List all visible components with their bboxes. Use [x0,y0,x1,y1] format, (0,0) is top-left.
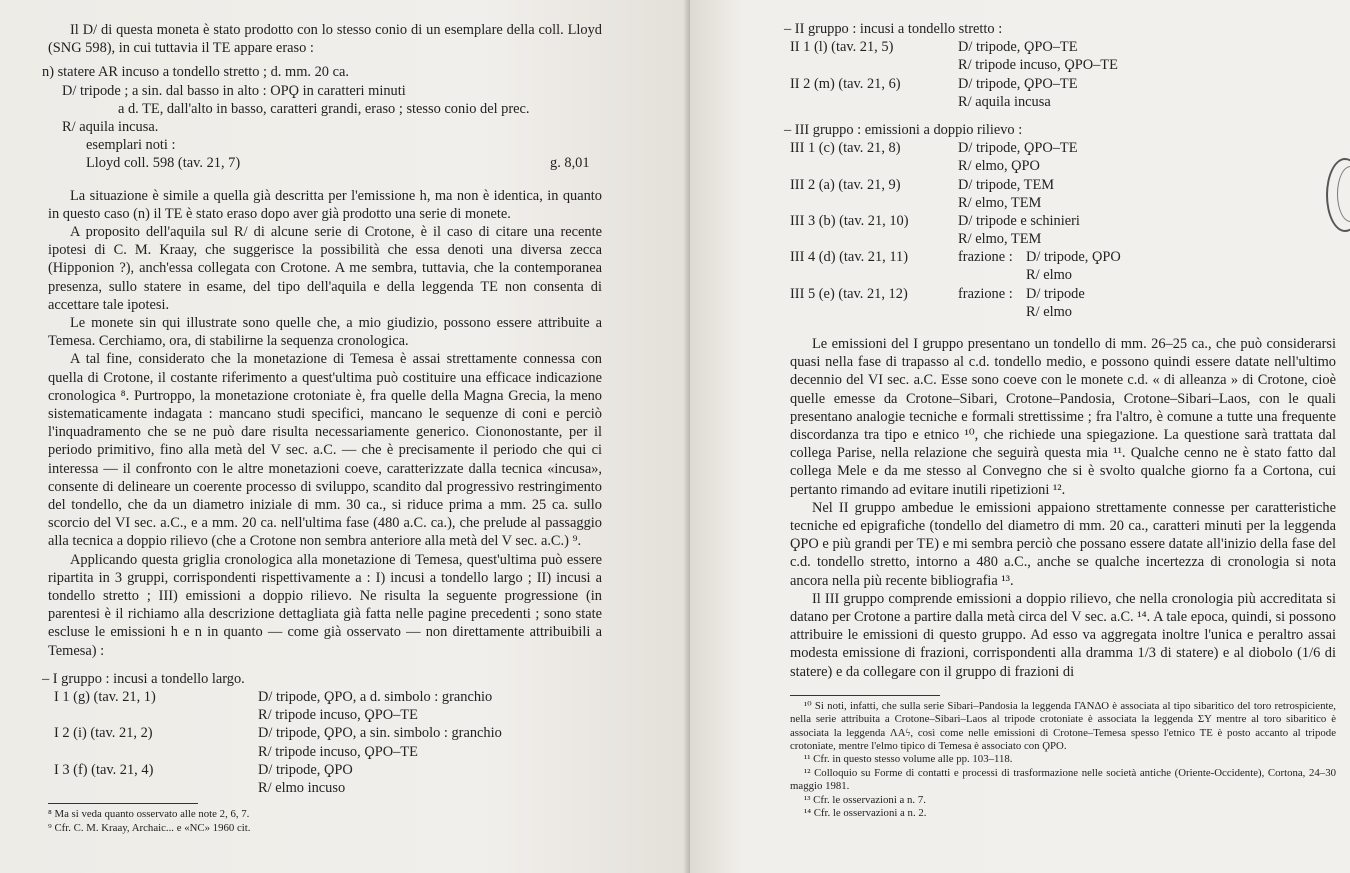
emission-id: III 5 (e) (tav. 21, 12) [790,285,908,302]
obverse-description: D/ tripode, ϘPO–TE [958,39,1078,56]
group1-row-reverse [48,706,602,724]
paragraph-gruppo-3: Il III gruppo comprende emissioni a doppio rilievo, che nella cronologia più accreditata si datano per Crotone a partire dalla metà circa del V sec. a.C. ¹⁴. A tale epoca, quindi, si possono attribuire le emissioni di questo gruppo. Ad esso va aggregata inoltre l'unica e peraltro assai modesta emissione di frazioni, corrispondenti alla dramma 1/3 di statere) e al diobolo (1/6 di statere) e da collegare con il gruppo di frazioni di [790,590,1336,680]
paragraph-gruppo-2: Nel II gruppo ambedue le emissioni appaiono strettamente connesse per caratteristiche tecniche ed epigrafiche (tondello del diametro di mm. 20 ca., caratteri minuti per la leggenda ϘPO e più grandi per TE) e mi sembra perciò che possano essere datate all'inizio della fase del c.d. tondello stretto, intorno a 480 a.C., anche se qualche incertezza di cronologia si nota ancora nella più recente bibliografia ¹³. [790,499,1336,589]
intro-paragraph: Il D/ di questa moneta è stato prodotto con lo stesso conio di un esemplare della coll. Lloyd (SNG 598), in cui tuttavia il TE appare eraso : [48,22,602,57]
entry-n-line1: n) statere AR incuso a tondello stretto ; d. mm. 20 ca. [42,64,349,81]
group2-row [790,75,1336,93]
group2-list [790,38,1336,111]
footnotes-right [790,700,1336,821]
paragraph-monete: Le monete sin qui illustrate sono quelle che, a mio giudizio, possono essere attribuite a Temesa. Cerchiamo, ora, di stabilirne la sequenza cronologica. [48,314,602,350]
obverse-description: D/ tripode e schinieri [958,212,1080,229]
paragraph-aquila: A proposito dell'aquila sul R/ di alcune serie di Crotone, è il caso di citare una recente ipotesi di C. M. Kraay, che suggerisce la possibilità che essa denoti una diversa zecca (Hipponion ?), anch'essa collegata con Crotone. A me sembra, tuttavia, che la contemporanea presenza, sullo statere in esame, del tipo dell'aquila e della leggenda TE non consenta di accettare tale ipotesi. [48,223,602,313]
entry-n-line2: D/ tripode ; a sin. dal basso in alto : OPϘ in caratteri minuti [62,82,406,99]
footnote-12: ¹² Colloquio su Forme di contatti e processi di trasformazione nelle società antiche (Oriente-Occidente), Cortona, 24–30 maggio 1981. [790,766,1336,793]
reverse-description: R/ elmo, ϘPO [958,158,1040,175]
reverse-description: R/ elmo incuso [258,779,346,796]
obverse-description: D/ tripode [1026,285,1085,302]
obverse-description: D/ tripode, TEM [958,176,1055,193]
reverse-description: R/ elmo [1026,267,1072,284]
footnote-11: ¹¹ Cfr. in questo stesso volume alle pp. 103–118. [804,753,1013,766]
group3-row-reverse [790,303,1336,321]
paragraph-situazione: La situazione è simile a quella già descritta per l'emissione h, ma non è identica, in quanto in questo caso (n) il TE è stato eraso dopo aver già prodotto una serie di monete. [48,187,602,222]
entry-n-line3: a d. TE, dall'alto in basso, caratteri grandi, eraso ; stesso conio del prec. [118,100,530,117]
reverse-description: R/ elmo, TEM [958,231,1042,248]
group3-row [790,176,1336,194]
emission-id: III 3 (b) (tav. 21, 10) [790,212,909,229]
footnote-14: ¹⁴ Cfr. le osservazioni a n. 2. [804,807,927,820]
group3-row-reverse [790,266,1336,284]
group3-row [790,248,1336,266]
footnote-rule [48,803,198,804]
group2-heading: – II gruppo : incusi a tondello stretto : [784,21,1003,37]
group3-row-reverse [790,194,1336,212]
reverse-description: R/ tripode incuso, ϘPO–TE [258,707,418,724]
reverse-description: R/ elmo, TEM [958,194,1042,211]
group2-row-reverse [790,93,1336,111]
reverse-description: R/ elmo [1026,303,1072,320]
emission-id: I 2 (i) (tav. 21, 2) [54,725,153,742]
left-text-block [42,21,602,835]
paragraph-griglia: Applicando questa griglia cronologica alla monetazione di Temesa, quest'ultima può essere ripartita in 3 gruppi, corrispondenti rispettivamente a : I) incusi a tondello largo ; II) incusi a tondello stretto ; III) emissioni a doppio rilievo. Ne risulta la seguente progressione (in parentesi è il richiamo alla descrizione dettagliata già fatta nelle pagine precedenti ; sono state escluse le emissioni h e n in quanto — come già osservato — non direttamente attribuibili a Temesa) : [48,551,602,659]
emission-id: III 1 (c) (tav. 21, 8) [790,140,901,157]
obverse-description: D/ tripode, ϘPO, a d. simbolo : granchio [258,689,493,705]
entry-n-line4: R/ aquila incusa. [62,118,159,135]
entry-n-line6: Lloyd coll. 598 (tav. 21, 7) g. 8,01 [86,155,590,172]
footnote-8: ⁸ Ma si veda quanto osservato alle note 2, 6, 7. [48,808,250,821]
weight-value: g. 8,01 [550,155,590,172]
right-page [690,0,1350,873]
emission-id: II 2 (m) (tav. 21, 6) [790,75,901,92]
group3-heading: – III gruppo : emissioni a doppio rilievo : [784,121,1023,138]
paragraph-cronologia: A tal fine, considerato che la monetazione di Temesa è assai strettamente connessa con quella di Crotone, il costante riferimento a quest'ultima può costituire una efficace indicazione cronologica ⁸. Purtroppo, la monetazione crotoniate è, fra quelle della Magna Grecia, la meno sistematicamente indagata : mancano studi specifici, mancano le sequenze di coni e perciò l'inquadramento che se ne può dare risulta necessariamente generico. Ciononostante, per il periodo primitivo, fino alla metà del V sec. a.C. — che è precisamente il periodo che qui ci interessa — il confronto con le altre monetazioni coeve, caratterizzate dalla tecnica «incusa», consente di delineare un coerente processo di sviluppo, scandito dal progressivo restringimento del tondello, che da un diametro iniziale di mm. 30 ca., si riduce prima a mm. 25 ca. sullo scorcio del VI sec. a.C., e a mm. 20 ca. nell'ultima fase (480 a.C. ca.), che prelude al passaggio alla tecnica a doppio rilievo (che a Crotone non sembra anteriore alla metà del V sec. a.C.) ⁹. [48,351,602,550]
footnote-10: ¹⁰ Si noti, infatti, che sulla serie Sibari–Pandosia la leggenda ΓΑΝΔΟ è associata al tipo sibaritico del toro retrospiciente, nella serie attribuita a Crotone–Sibari–Laos al tripode crotoniate è associata la leggenda ΣΥ mentre al toro sibaritico è associata la leggenda ΛΑϟ, così come nelle emissioni di Crotone–Temesa spesso l'etnico TE è posto accanto al tripode crotoniate, mentre l'elmo tipico di Temesa è associato con ϘPO. [790,699,1336,753]
right-text-block [784,20,1336,821]
footnote-9: ⁹ Cfr. C. M. Kraay, Archaic... e «NC» 1960 cit. [48,821,251,834]
reverse-description: R/ tripode incuso, ϘPO–TE [958,57,1118,74]
group3-row-reverse [790,157,1336,175]
group3-row-reverse [790,230,1336,248]
group1-row-reverse [48,779,602,797]
obverse-description: D/ tripode, ϘPO–TE [958,140,1078,157]
fraction-label: frazione : [958,285,1013,302]
group2-row-reverse [790,56,1336,74]
group2-row [790,38,1336,56]
group3-list [790,139,1336,321]
group3-row [790,212,1336,230]
obverse-description: D/ tripode, ϘPO–TE [958,75,1078,92]
footnote-13: ¹³ Cfr. le osservazioni a n. 7. [804,793,926,806]
paragraph-gruppo-1: Le emissioni del I gruppo presentano un tondello di mm. 26–25 ca., che può considerarsi quasi nella fase di trapasso al c.d. tondello medio, e possono quindi essere datate nell'ultimo decennio del VI sec. a.C. Esse sono coeve con le monete c.d. « di alleanza » di Crotone, cioè quelle emesse da Crotone–Sibari, Crotone–Pandosia, Crotone–Sibari–Laos, con le quali presentano analogie tecniche e formali strettissime ; fra l'altro, è comune a tutte una frequente discordanza tra tipo e etnico ¹⁰, che richiede una spiegazione. La questione sarà trattata dal collega Parise, nella relazione che seguirà questa mia ¹¹. Qualche cenno ne è stato fatto dal collega Mele e da me stesso al Convegno che si è svolto qualche giorno fa a Cortona, cui pertanto rimando ad evitare inutili ripetizioni ¹². [790,336,1336,498]
fraction-label: frazione : [958,249,1013,266]
group1-heading: – I gruppo : incusi a tondello largo. [42,670,245,687]
group1-row [48,688,602,706]
reverse-description: R/ tripode incuso, ϘPO–TE [258,743,418,760]
group1-row [48,724,602,742]
obverse-description: D/ tripode, ϘPO [258,761,353,778]
group3-row [790,285,1336,303]
group1-row-reverse [48,743,602,761]
obverse-description: D/ tripode, ϘPO [1026,249,1121,266]
footnote-rule-right [790,695,940,696]
group1-row [48,761,602,779]
emission-id: III 2 (a) (tav. 21, 9) [790,176,901,193]
group1-list [48,688,602,797]
group3-row [790,139,1336,157]
emission-id: I 1 (g) (tav. 21, 1) [54,689,156,705]
entry-n-line5: esemplari noti : [86,137,176,154]
emission-id: II 1 (l) (tav. 21, 5) [790,39,894,56]
reverse-description: R/ aquila incusa [958,93,1051,110]
obverse-description: D/ tripode, ϘPO, a sin. simbolo : granchio [258,725,502,742]
emission-id: III 4 (d) (tav. 21, 11) [790,249,909,266]
emission-id: I 3 (f) (tav. 21, 4) [54,761,154,778]
